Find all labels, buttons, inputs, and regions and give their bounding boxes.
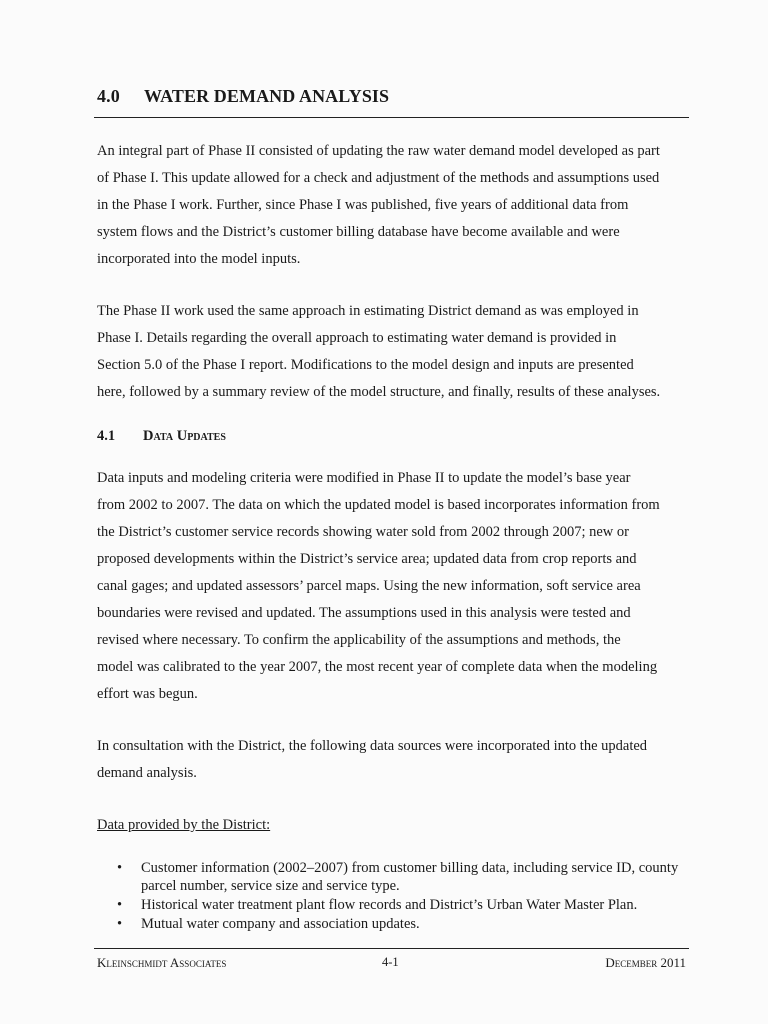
- data-sources-label: Data provided by the District:: [97, 817, 271, 833]
- bullet-icon: •: [117, 916, 123, 932]
- paragraph-line: here, followed by a summary review of the model structure, and finally, results of these analyses.: [97, 384, 661, 400]
- paragraph-line: incorporated into the model inputs.: [97, 251, 301, 267]
- list-item-text: Historical water treatment plant flow records and District’s Urban Water Master Plan.: [141, 897, 638, 913]
- footer-date: December 2011: [605, 955, 686, 970]
- list-item: [97, 896, 697, 914]
- list-item-text: Customer information (2002–2007) from customer billing data, including service ID, county parcel number, service size and service type.: [141, 860, 679, 894]
- paragraph-line: In consultation with the District, the following data sources were incorporated into the updated: [97, 738, 648, 754]
- bullet-icon: •: [117, 897, 123, 913]
- bullet-icon: •: [117, 860, 123, 876]
- subsection-title: Data Updates: [143, 428, 226, 444]
- paragraph-line: model was calibrated to the year 2007, the most recent year of complete data when the modeling: [97, 659, 658, 675]
- paragraph-line: boundaries were revised and updated. The assumptions used in this analysis were tested and: [97, 605, 631, 621]
- paragraph-line: system flows and the District’s customer billing database have become available and were: [97, 224, 620, 240]
- section-heading: [97, 86, 389, 107]
- paragraph-line: demand analysis.: [97, 765, 197, 781]
- page-number: 4-1: [382, 955, 399, 969]
- paragraph-line: Data inputs and modeling criteria were modified in Phase II to update the model’s base year: [97, 470, 631, 486]
- section-title: WATER DEMAND ANALYSIS: [144, 86, 390, 106]
- paragraph-line: in the Phase I work. Further, since Phase I was published, five years of additional data from: [97, 197, 629, 213]
- paragraph-line: revised where necessary. To confirm the applicability of the assumptions and methods, the: [97, 632, 621, 648]
- paragraph-line: proposed developments within the District’s service area; updated data from crop reports and: [97, 551, 637, 567]
- paragraph-line: Section 5.0 of the Phase I report. Modifications to the model design and inputs are presented: [97, 357, 634, 373]
- paragraph-line: The Phase II work used the same approach in estimating District demand as was employed in: [97, 303, 639, 319]
- list-item: [97, 859, 697, 895]
- data-sources-list: [97, 859, 697, 934]
- footer-company: Kleinschmidt Associates: [97, 955, 227, 970]
- paragraph-data-updates: [97, 465, 697, 708]
- list-item-text: Mutual water company and association updates.: [141, 916, 420, 932]
- section-number: 4.0: [97, 86, 120, 106]
- paragraph-line: from 2002 to 2007. The data on which the updated model is based incorporates information from: [97, 497, 660, 513]
- paragraph-line: the District’s customer service records showing water sold from 2002 through 2007; new or: [97, 524, 629, 540]
- paragraph-line: effort was begun.: [97, 686, 198, 702]
- paragraph-line: canal gages; and updated assessors’ parcel maps. Using the new information, soft service area: [97, 578, 641, 594]
- paragraph-line: An integral part of Phase II consisted of updating the raw water demand model developed as part: [97, 143, 660, 159]
- paragraph-line: of Phase I. This update allowed for a check and adjustment of the methods and assumptions used: [97, 170, 660, 186]
- heading-divider: [94, 117, 689, 118]
- paragraph-consultation: [97, 733, 697, 787]
- paragraph-intro: [97, 138, 697, 273]
- paragraph-approach: [97, 298, 697, 406]
- list-item: [97, 915, 697, 933]
- subsection-heading: [97, 428, 226, 445]
- footer-divider: [94, 948, 689, 949]
- paragraph-line: Phase I. Details regarding the overall approach to estimating water demand is provided in: [97, 330, 617, 346]
- subsection-number: 4.1: [97, 428, 116, 444]
